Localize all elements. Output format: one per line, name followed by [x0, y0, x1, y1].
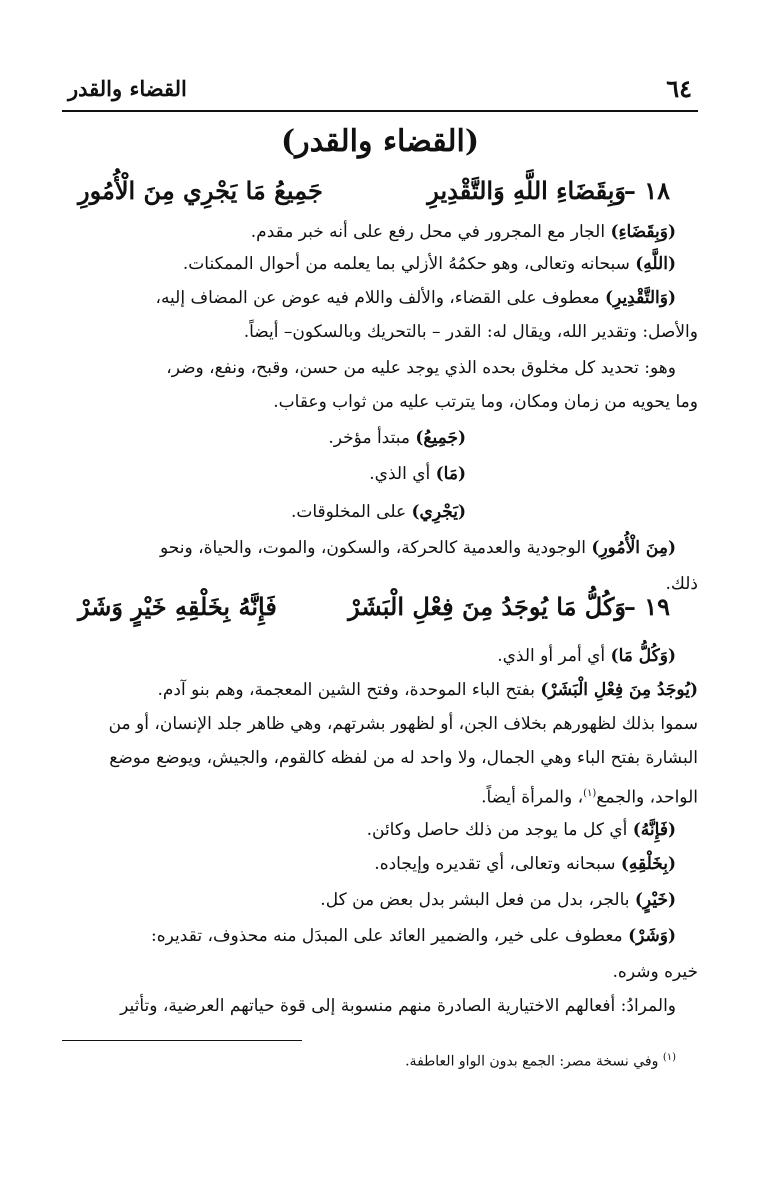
body-line-12 [62, 642, 698, 670]
footnote-text: وفي نسخة مصر: الجمع بدون الواو العاطفة. [405, 1053, 663, 1070]
line-text: خيره وشره. [612, 962, 698, 982]
line-text: الوجودية والعدمية كالحركة، والسكون، والموت، والحياة، ونحو [159, 538, 592, 558]
line-text: والأصل: وتقدير الله، ويقال له: القدر – بالتحريك وبالسكون– أيضاً. [243, 322, 698, 342]
footnote [405, 1046, 676, 1074]
line-text: ، والمرأة أيضاً. [481, 787, 584, 808]
line-text: معطوف على القضاء، والألف واللام فيه عوض عن المضاف إليه، [155, 288, 606, 308]
body-line-21 [62, 958, 698, 986]
verse-first-hemistich: وَبِقَضَاءِ اللَّهِ وَالتَّقْدِيرِ [427, 176, 626, 205]
keyword: (بِخَلْقِهِ) [620, 854, 676, 874]
header-rule [62, 110, 698, 112]
verse-number: ١٨ – [623, 176, 670, 205]
section-title: (القضاء والقدر) [280, 124, 480, 159]
verse-19 [62, 592, 698, 632]
running-header [62, 70, 698, 104]
body-line-22 [62, 992, 698, 1020]
line-text: البشارة بفتح الباء وهي الجمال، ولا واحد له من لفظه كالقوم، والجيش، ويوضع موضع [109, 748, 698, 768]
line-text: سبحانه وتعالى، أي تقديره وإيجاده. [374, 854, 621, 874]
line-text: وهو: تحديد كل مخلوق بحده الذي يوجد عليه من حسن، وقبح، ونفع، وضر، [166, 358, 676, 378]
body-line-10 [62, 534, 698, 562]
line-text: ذلك. [665, 574, 698, 594]
keyword: (جَمِيعُ) [415, 428, 466, 448]
keyword: (اللَّهِ) [635, 254, 676, 274]
keyword: (مَا) [435, 464, 466, 484]
body-line-16 [62, 780, 698, 812]
keyword: (وَكُلُّ مَا) [610, 646, 676, 666]
line-text: بالجر، بدل من فعل البشر بدل بعض من كل. [320, 890, 635, 910]
body-line-17 [62, 816, 698, 844]
body-line-2 [62, 250, 698, 278]
line-text: سموا بذلك لظهورهم بخلاف الجن، أو لظهور بشرتهم، وهي ظاهر جلد الإنسان، أو من [108, 714, 698, 734]
line-text: والمرادُ: أفعالهم الاختيارية الصادرة منهم منسوبة إلى قوة حياتهم العرضية، وتأثير [120, 996, 676, 1016]
line-text: أي كل ما يوجد من ذلك حاصل وكائن. [366, 820, 633, 840]
line-text: الجار مع المجرور في محل رفع على أنه خبر مقدم. [250, 222, 611, 242]
page-number: ٦٤ [666, 74, 692, 103]
body-line-7 [62, 424, 698, 452]
keyword: (وَالتَّقْدِيرِ) [605, 288, 676, 308]
line-text: بفتح الباء الموحدة، وفتح الشين المعجمة، وهم بنو آدم. [157, 680, 541, 700]
line-text: وما يحويه من زمان ومكان، وما يترتب عليه من ثواب وعقاب. [273, 392, 698, 412]
verse-second-hemistich: جَمِيعُ مَا يَجْرِي مِنَ الْأُمُورِ [78, 176, 323, 205]
keyword: (فَإِنَّهُ) [632, 820, 676, 840]
body-line-15 [62, 744, 698, 772]
body-line-8 [62, 460, 698, 488]
verse-number: ١٩ – [623, 592, 670, 621]
keyword: (خَيْرٍ) [634, 890, 676, 910]
line-text: على المخلوقات. [290, 502, 412, 522]
body-line-18 [62, 850, 698, 878]
body-line-3 [62, 284, 698, 312]
running-title: القضاء والقدر [68, 76, 187, 101]
body-line-5 [62, 354, 698, 382]
line-text: سبحانه وتعالى، وهو حكمُهُ الأزلي بما يعلمه من أحوال الممكنات. [182, 254, 636, 274]
footnote-rule [62, 1040, 302, 1041]
body-line-13 [62, 676, 698, 704]
line-text: مبتدأ مؤخر. [328, 428, 416, 448]
body-line-20 [62, 922, 698, 950]
verse-18 [62, 176, 698, 216]
line-text: معطوف على خير، والضمير العائد على المبدَل منه محذوف، تقديره: [151, 926, 629, 946]
keyword: (مِنَ الْأُمُورِ) [591, 538, 676, 558]
verse-first-hemistich: وَكُلُّ مَا يُوجَدُ مِنَ فِعْلِ الْبَشَرْ [348, 592, 626, 621]
book-page [62, 0, 698, 1185]
body-line-6 [62, 388, 698, 416]
body-line-19 [62, 886, 698, 914]
body-line-9 [62, 498, 698, 526]
keyword: (وَشَرْ) [628, 926, 676, 946]
footnote-marker: (١) [583, 788, 597, 799]
line-text: أي أمر أو الذي. [497, 646, 611, 666]
footnote-number: (١) [662, 1052, 676, 1063]
line-text: أي الذي. [369, 464, 436, 484]
keyword: (يَجْرِي) [411, 502, 466, 522]
keyword: (وَبِقَضَاءِ) [610, 222, 676, 242]
verse-second-hemistich: فَإِنَّهُ بِخَلْقِهِ خَيْرٍ وَشَرْ [78, 592, 277, 621]
body-line-1 [62, 218, 698, 246]
keyword: (يُوجَدُ مِنَ فِعْلِ الْبَشَرْ) [540, 680, 698, 700]
body-line-14 [62, 710, 698, 738]
line-text: الواحد، والجمع [596, 787, 698, 808]
body-line-4 [62, 318, 698, 346]
